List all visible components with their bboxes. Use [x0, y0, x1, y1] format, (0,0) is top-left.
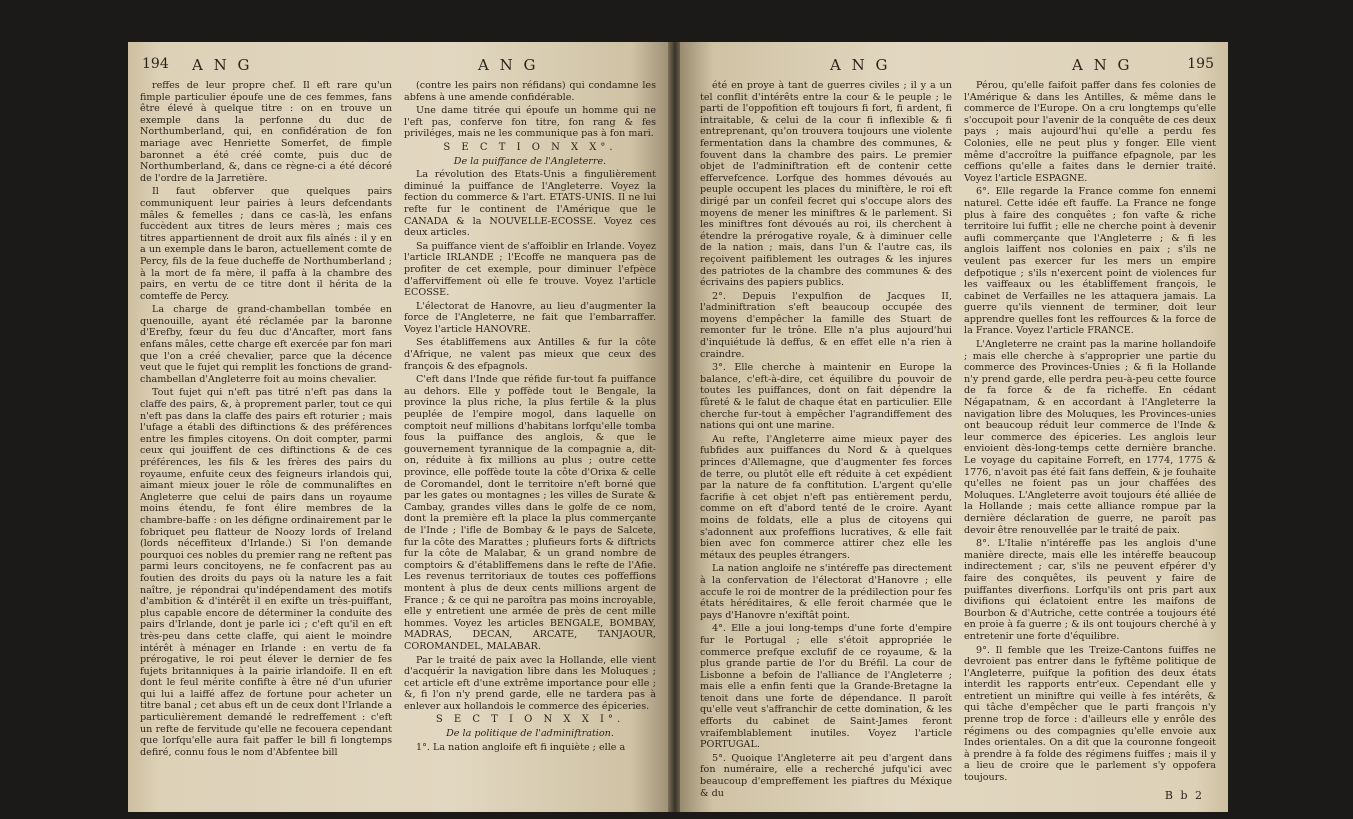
left-page-column-2 — [404, 80, 656, 755]
paragraph: 4°. Elle a joui long-temps d'une forte d'empire fur le Portugal ; elle s'étoit appropriée le commerce prefque exclufif de ce royaume, & la plus grande partie de l'or du Bréfil. La cour de Lisbonne a befoin de l'alliance de l'Angleterre ; mais elle a enfin fenti que la Grande-Bretagne la tenoit dans une forte de dépendance. Il paroît qu'elle veut s'affranchir de cette domination, & les efforts du cabinet de Saint-James feront vraifemblablement inutiles. Voyez l'article PORTUGAL. — [700, 623, 952, 751]
running-header-left-1: A N G — [192, 56, 253, 74]
paragraph: 2°. Depuis l'expulfion de Jacques II, l'adminiftration s'eft beaucoup occupée des moyens d'empêcher la famille des Stuart de remonter fur le trône. Elle n'a plus aujourd'hui d'inquiétude là deffus, & en effet elle n'a rien à craindre. — [700, 290, 952, 360]
paragraph: La charge de grand-chambellan tombée en quenouille, ayant été réclamée par la baronne d'Erefby, fœur du feu duc d'Ancafter, mort fans enfans mâles, cette charge eft exercée par fon mari que l'on a créé chevalier, parce que la décence veut que le fujet qui remplit les fonctions de grand-chambellan d'Angleterre foit au moins chevalier. — [140, 304, 392, 385]
paragraph: 9°. Il femble que les Treize-Cantons fuiffes ne devroient pas entrer dans le fyftême politique de l'Angleterre, puifque la pofition des deux états interdit les rapports entr'eux. Cependant elle y entretient un miniftre qui veille à fes intérêts, & qui tâche d'empêcher que le parti françois n'y prenne trop de force : d'ailleurs elle y enrôle des régimens ou des compagnies qu'elle envoie aux Indes orientales. On a dit que la couronne fongeoit à prendre à fa folde des régimens fuiffes ; mais il y a lieu de croire que le parlement s'y oppofera toujours. — [964, 644, 1216, 784]
signature-mark: B b 2 — [1164, 789, 1204, 802]
section-heading: S E C T I O N X X°. — [443, 141, 617, 153]
paragraph: 3°. Elle cherche à maintenir en Europe la balance, c'eft-à-dire, cet équilibre du pouvoir de toutes les puiffances, dont on fait dépendre la fûreté & le falut de chaque état en particulier. Elle cherche fur-tout à empêcher l'agrandiffement des nations qui ont une marine. — [700, 362, 952, 432]
section-subtitle: De la puiffance de l'Angleterre. — [453, 155, 607, 167]
right-page-column-1 — [700, 80, 952, 801]
paragraph: La nation angloife ne s'intéreffe pas directement à la confervation de l'électorat d'Hanovre ; elle accufe le roi de montrer de la prédilection pour fes états héréditaires, & elle feroit charmée que le pays d'Hanovre n'exiftât point. — [700, 563, 952, 621]
paragraph: L'Angleterre ne craint pas la marine hollandoife ; mais elle cherche à s'approprier une partie du commerce des Provinces-Unies ; & fi la Hollande n'y prend garde, elle perdra peu-à-peu cette fource de fa force & de fa richeffe. En cédant Négapatnam, & en accordant à l'Angleterre la navigation libre des Moluques, les Provinces-unies ont beaucoup réduit leur commerce de l'Inde & leur commerce des épiceries. Les anglois leur envioient dès-long-temps cette dernière branche. Le voyage du capitaine Forreft, en 1774, 1775 & 1776, n'avoit pas été fait fans deffein, & je fouhaite qu'elles ne foient pas un jour chaffées des Moluques. L'Angleterre avoit toujours été alliée de la Hollande ; mais cette alliance rompue par la dernière déclaration de guerre, ne paroît pas devoir être renouvellée par le traité de paix. — [964, 339, 1216, 536]
open-book-spread — [128, 42, 1228, 812]
paragraph: Par le traité de paix avec la Hollande, elle vient d'acquérir la navigation libre dans les Moluques ; cet article eft d'une extrême importance pour elle ; &, fi l'on n'y prend garde, elle ne tardera pas à enlever aux hollandois le commerce des épiceries. — [404, 654, 656, 712]
paragraph: 8°. L'Italie n'intéreffe pas les anglois d'une manière directe, mais elle les intéreffe beaucoup indirectement ; car, s'ils ne peuvent efpérer d'y faire des conquêtes, ils peuvent y faire de puiffantes diverfions. Lorfqu'ils ont pris part aux divifions qui éclatoient entre les maifons de Bourbon & d'Autriche, cette contrée a toujours été en proie à fa guerre ; & ils ont toujours cherché à y entretenir une forte d'équilibre. — [964, 538, 1216, 642]
paragraph: Au refte, l'Angleterre aime mieux payer des fubfides aux puiffances du Nord & à quelques princes d'Allemagne, que d'augmenter fes forces de terre, ou plutôt elle eft réduite à cet expédient par la nature de fa conftitution. L'argent qu'elle facrifie à cet objet n'eft pas entièrement perdu, comme on eft d'abord tenté de le croire. Ayant moins de foldats, elle a plus de citoyens qui s'adonnent aux profeffions lucratives, & elle fait bien avec fon commerce attirer chez elle les métaux des peuples étrangers. — [700, 433, 952, 561]
paragraph: C'eft dans l'Inde que réfide fur-tout fa puiffance au dehors. Elle y poffède tout le Bengale, la province la plus riche, la plus fertile & la plus peuplée de l'empire mogol, dans laquelle on comptoit neuf millions d'habitans lorfqu'elle tomba fous la puiffance des anglois, & que le gouvernement tyrannique de la compagnie a, dit-on, réduite à fix millions au plus ; outre cette province, elle poffède toute la côte d'Orixa & celle de Coromandel, dont le territoire n'eft borné que par les gates ou montagnes ; les villes de Surate & Cambay, grandes villes dans le golfe de ce nom, dont la première eft la place la plus commerçante de l'Inde ; l'ifle de Bombay & le pays de Salcete, fur la côte des Marattes ; plufieurs forts & diftricts fur la côte de Malabar, & un grand nombre de comptoirs & d'établiffemens dans le refte de l'Afie. Les revenus territoriaux de toutes ces poffeffions montent à plus de deux cents millions argent de France ; & ce qui ne paroîtra pas moins incroyable, elle y entretient une armée de près de cent mille hommes. Voyez les articles BENGALE, BOMBAY, MADRAS, DECAN, ARCATE, TANJAOUR, COROMANDEL, MALABAR. — [404, 374, 656, 652]
paragraph: Pérou, qu'elle faifoit paffer dans fes colonies de l'Amérique & dans les Antilles, & même dans le commerce de l'Europe. On a cru longtemps qu'elle s'occupoit pour l'avenir de la conquête de ces deux pays ; mais aujourd'hui qu'elle a perdu fes Colonies, elle ne peut plus y fonger. Elle vient même d'accroître la puiffance efpagnole, par les ceffions qu'elle a faites dans le dernier traité. Voyez l'article ESPAGNE. — [964, 80, 1216, 184]
right-page — [680, 42, 1228, 812]
background-edge — [0, 42, 128, 819]
running-header-right-2: A N G — [1072, 56, 1133, 74]
page-number-left: 194 — [142, 56, 169, 72]
paragraph: Sa puiffance vient de s'affoiblir en Irlande. Voyez l'article IRLANDE ; l'Ecoffe ne manquera pas de profiter de cet exemple, pour diminuer l'efpèce d'afferviffement où elle fe trouve. Voyez l'article ECOSSE. — [404, 240, 656, 299]
paragraph: La révolution des Etats-Unis a fingulièrement diminué la puiffance de l'Angleterre. Voyez la fection du commerce & l'art. ETATS-UNIS. Il ne lui refte fur le continent de l'Amérique que le CANADA & la NOUVELLE-ECOSSE. Voyez ces deux articles. — [404, 169, 656, 239]
paragraph: 1°. La nation angloife eft fi inquiète ; elle a — [416, 741, 626, 753]
left-page — [128, 42, 670, 812]
left-page-column-1 — [140, 80, 392, 760]
paragraph: L'électorat de Hanovre, au lieu d'augmenter la force de l'Angleterre, ne fait que l'embarraffer. Voyez l'article HANOVRE. — [404, 300, 656, 335]
paragraph: 6°. Elle regarde la France comme fon ennemi naturel. Cette idée eft fauffe. La France ne fonge plus à faire des conquêtes ; fon vafte & riche territoire lui fuffit ; elle ne cherche point à devenir aufli commerçante que l'Angleterre ; & fi les anglois laiffent nos colonies en paix ; s'ils ne veulent pas exercer fur les mers un empire defpotique ; s'ils n'exercent point de violences fur les vaiffeaux ou les établiffement françois, le cabinet de Verfailles ne les attaquera jamais. La guerre qu'ils viennent de terminer, doit leur apprendre quelles font les reffources & la force de la France. Voyez l'article FRANCE. — [964, 186, 1216, 337]
paragraph: reffes de leur propre chef. Il eft rare qu'un fimple particulier époufe une de ces femmes, fans être élevé à quelque titre : on en trouve un exemple dans la perfonne du duc de Northumberland, qui, en confidération de fon mariage avec Henriette Somerfet, de fimple baronnet a été créé comte, puis duc de Northumberland, &, dans ce règne-ci a été décoré de l'ordre de la Jarretière. — [140, 80, 392, 184]
paragraph: été en proye à tant de guerres civiles ; il y a un tel conflit d'intérêts entre la cour & le peuple ; le parti de l'oppofition eft toujours fi fort, fi ardent, fi intraitable, & celui de la cour fi inflexible & fi entreprenant, qu'on trouvera toujours une violente fermentation dans la chambre des communes, & fouvent dans la chambre des pairs. Le premier objet de l'adminiftration eft de contenir cette effervefcence. Lorfque des hommes dévoués au peuple occupent les places du miniftère, le roi eft dirigé par un confeil fecret qui s'occupe alors des moyens de mener les miniftres & le parlement. Si les miniftres font dévoués au roi, ils cherchent à étendre la prérogative royale, & à diminuer celle de la nation ; mais, dans l'un & l'autre cas, ils reçoivent paifiblement les outrages & les injures des patriotes de la chambre des communes & des écrivains des papiers publics. — [700, 80, 952, 289]
page-number-right: 195 — [1187, 56, 1214, 72]
running-header-left-2: A N G — [478, 56, 539, 74]
running-header-right-1: A N G — [830, 56, 891, 74]
section-subtitle: De la politique de l'adminiftration. — [446, 728, 614, 740]
section-heading: S E C T I O N X X I°. — [435, 714, 625, 726]
paragraph: (contre les pairs non réfidans) qui condamne les abfens à une amende confidérable. — [404, 80, 656, 103]
paragraph: Tout fujet qui n'eft pas titré n'eft pas dans la claffe des pairs, &, à proprement parler, tout ce qui n'eft pas dans la claffe des pairs eft roturier ; mais l'ufage a établi des diftinctions & des préférences entre les fimples citoyens. On doit compter, parmi ceux qui jouiffent de ces diftinctions & de ces préférences, les fils & les frères des pairs du royaume, enfuite ceux des feigneurs irlandois qui, aimant mieux jouer le rôle de communaliftes en Angleterre que celui de pairs dans un royaume moins étendu, fe font élire membres de la chambre-baffe : on les défigne ordinairement par le fobriquet peu flatteur de Noozy lords of Ireland (lords néceffiteux d'Irlande.) Si l'on demande pourquoi ces nobles du premier rang ne reftent pas parmi leurs concitoyens, ne fe confacrent pas au foutien des droits du pays où la nature les a fait naître, je répondrai qu'indépendament des motifs d'ambition & d'intérêt il en exifte un très-puiffant, plus capable encore de déterminer la conduite des pairs d'Irlande, dont je parle ici ; c'eft qu'il en eft très-peu dans cette claffe, qui aient le moindre intérêt à ménager en Irlande : en vertu de fa prérogative, le roi peut élever le dernier de fes fujets britanniques à la pairie irlandoife. Il en eft dont le feul mérite confifte à être né d'un ufurier qui lui a laiffé affez de fortune pour acheter un titre banal ; cet abus eft un de ceux dont l'Irlande a particulièrement demandé le redreffement : c'eft un refte de fervitude qu'elle ne fecouera cependant que lorfqu'elle aura fait paffer le bill fi longtemps defiré, connu fous le nom d'Abfentee bill — [140, 387, 392, 758]
paragraph: 5°. Quoique l'Angleterre ait peu d'argent dans fon numéraire, elle a recherché jufqu'ici avec beaucoup d'empreffement les piaftres du Méxique & du — [700, 752, 952, 799]
paragraph: Une dame titrée qui époufe un homme qui ne l'eft pas, conferve fon titre, fon rang & fes priviléges, mais ne les communique pas à fon mari. — [404, 105, 656, 140]
paragraph: Ses établiffemens aux Antilles & fur la côte d'Afrique, ne valent pas mieux que ceux des françois & des efpagnols. — [404, 337, 656, 372]
paragraph: Il faut obferver que quelques pairs communiquent leur pairies à leurs defcendants mâles & femelles ; dans ce cas-là, les enfans fuccèdent aux titres de leurs mères ; mais ces titres appartiennent de droit aux fils aînés : il y en a un exemple dans le baron, actuellement comte de Percy, fils de la feue ducheffe de Northumberland ; à la mort de fa mère, il paffa à la chambre des pairs, en vertu de ce titre dont il hérita de la comteffe de Percy. — [140, 186, 392, 302]
right-page-column-2 — [964, 80, 1216, 786]
